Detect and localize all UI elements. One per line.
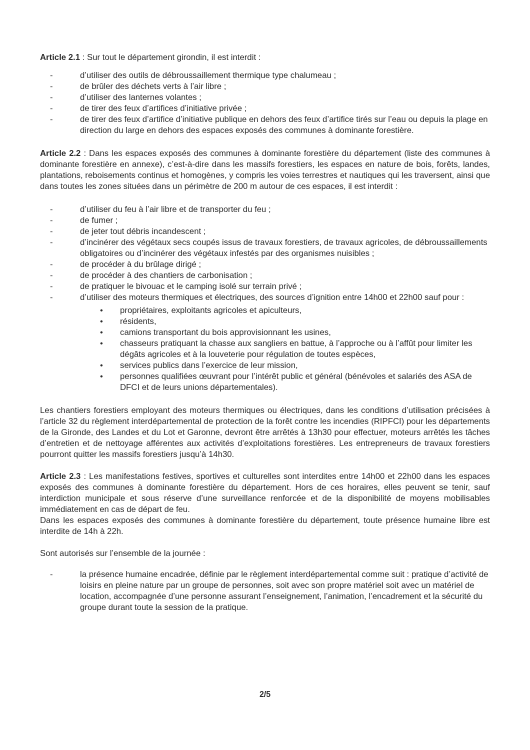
exception-item: • services publics dans l’exercice de leur mission, <box>80 360 490 371</box>
list-item: - de tirer des feux d’artifices d’initiative privée ; <box>40 103 490 114</box>
exception-item: • propriétaires, exploitants agricoles et apiculteurs, <box>80 305 490 316</box>
list-item: - de jeter tout débris incandescent ; <box>40 226 490 237</box>
list-item: - de procéder à du brûlage dirigé ; <box>40 259 490 270</box>
article-2-3-label: Article 2.3 <box>40 471 81 481</box>
article-2-1-label: Article 2.1 <box>40 52 81 62</box>
list-item: - de brûler des déchets verts à l’air libre ; <box>40 81 490 92</box>
article-2-2-text: : Dans les espaces exposés des communes à dominante forestière du département (liste des communes à dominante forestière en annexe), c’est-à-dire dans les massifs forestiers, les espaces en nature de bois, forêts, landes, plantations, reboisements continus et homogènes, y compris les voies terrestres et nautiques qui les traversent, ainsi que dans toutes les zones situées dans un périmètre de 200 m autour de ces espaces, il est interdit : <box>40 148 490 191</box>
presence-paragraph: Dans les espaces exposés des communes à dominante forestière du département, toute présence humaine libre est interdite de 14h à 22h. <box>40 515 490 536</box>
list-item: - de fumer ; <box>40 215 490 226</box>
article-2-2-list <box>40 204 490 393</box>
article-2-3-intro <box>40 471 490 515</box>
exceptions-list <box>80 305 490 393</box>
list-item: - de pratiquer le bivouac et le camping isolé sur terrain privé ; <box>40 281 490 292</box>
list-item: - d’utiliser du feu à l’air libre et de transporter du feu ; <box>40 204 490 215</box>
list-item: - de tirer des feux d’artifice d’initiative publique en dehors des feux d’artifice tirés sur l’eau ou depuis la plage en direction du large en dehors des espaces exposés des communes à dominante forestière. <box>40 114 490 136</box>
article-2-2-intro <box>40 148 490 192</box>
exception-item: • chasseurs pratiquant la chasse aux sangliers en battue, à l’approche ou à l’affût pour limiter les dégâts agricoles et à la louveterie pour régulation de toutes espèces, <box>80 338 490 360</box>
article-2-1-list <box>40 70 490 136</box>
page-number: 2/5 <box>259 690 271 699</box>
list-item: - d’utiliser des lanternes volantes ; <box>40 92 490 103</box>
list-item-with-exceptions <box>40 292 490 393</box>
list-item: - d’utiliser des outils de débroussaillement thermique type chalumeau ; <box>40 70 490 81</box>
list-item: - d’incinérer des végétaux secs coupés issus de travaux forestiers, de travaux agricoles, de débroussaillements obligatoires ou d’incinérer des végétaux infestés par des organismes nuisibles ; <box>40 237 490 259</box>
article-2-3-list <box>40 569 490 613</box>
article-2-1-text: : Sur tout le département girondin, il est interdit : <box>80 52 261 62</box>
exception-item: • résidents, <box>80 316 490 327</box>
list-item-text: d’utiliser des moteurs thermiques et électriques, des sources d’ignition entre 14h00 et 22h00 sauf pour : <box>80 292 465 302</box>
article-2-2-label: Article 2.2 <box>40 148 81 158</box>
list-item: - la présence humaine encadrée, définie par le règlement interdépartemental comme suit : pratique d’activité de loisirs en pleine nature par un groupe de personnes, soit avec son propre matériel soit avec un matériel de location, accompagnée d’une personne assurant l’enseignement, l’animation, l’encadrement et la sécurité du groupe durant toute la session de la pratique. <box>40 569 490 613</box>
article-2-1-intro <box>40 52 490 63</box>
article-2-3-text: : Les manifestations festives, sportives et culturelles sont interdites entre 14h00 et 22h00 dans les espaces exposés des communes à dominante forestière du département. Hors de ces horaires, elles peuvent se tenir, sauf interdiction municipale et sous réserve d’une surveillance renforcée et de la disponibilité de moyens mobilisables immédiatement en cas de départ de feu. <box>40 471 490 514</box>
autorises-heading: Sont autorisés sur l’ensemble de la journée : <box>40 548 206 558</box>
exception-item: • camions transportant du bois approvisionnant les usines, <box>80 327 490 338</box>
list-item: - de procéder à des chantiers de carbonisation ; <box>40 270 490 281</box>
exception-item: • personnes qualifiées œuvrant pour l’intérêt public et général (bénévoles et salariés des ASA de DFCI et de leurs unions départementales). <box>80 371 490 393</box>
chantiers-paragraph: Les chantiers forestiers employant des moteurs thermiques ou électriques, dans les conditions d’utilisation précisées à l’article 32 du règlement interdépartemental de protection de la forêt contre les incendies (RIPFCI) pour les départements de la Gironde, des Landes et du Lot et Garonne, devront être arrêtés à 13h30 pour effectuer, moteurs arrêtés les tâches d’entretien et de nettoyage afférentes aux activités d’exploitations forestières. Les entrepreneurs de travaux forestiers pourront quitter les massifs forestiers jusqu’à 14h30. <box>40 405 490 459</box>
